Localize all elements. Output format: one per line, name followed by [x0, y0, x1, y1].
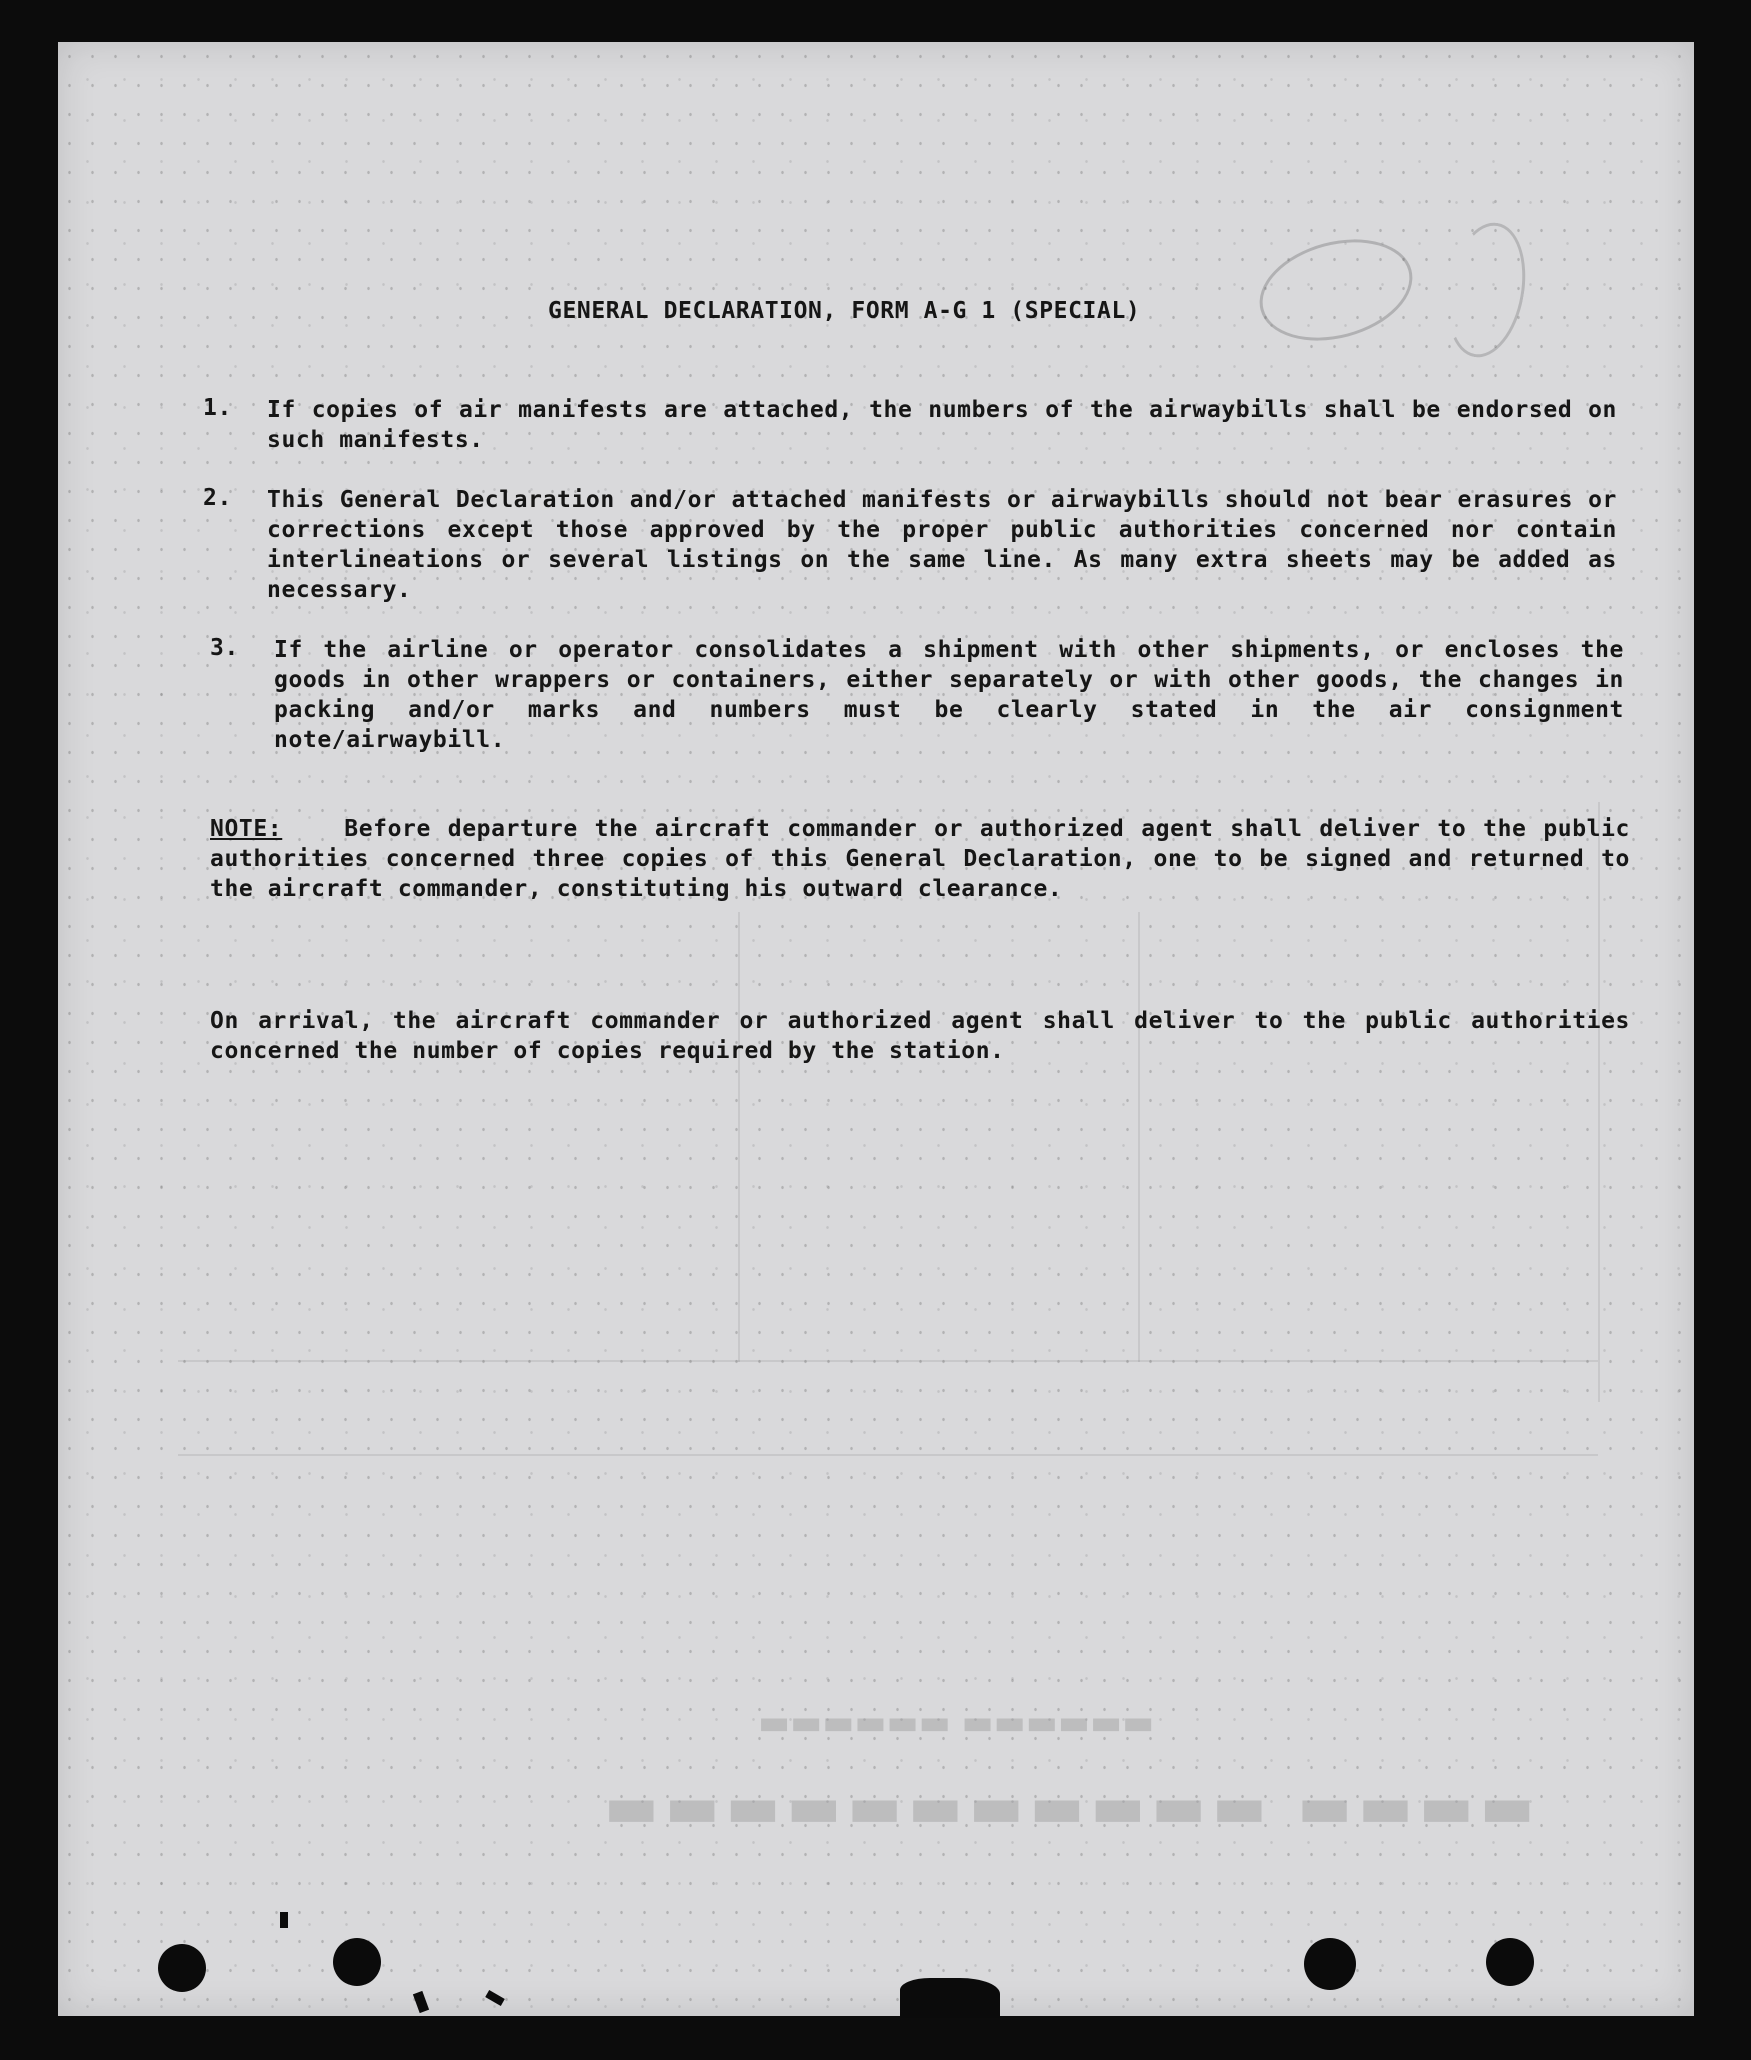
show-through-line [1138, 912, 1140, 1362]
show-through-subheading: ▬▬▬▬▬▬ ▬▬▬▬▬▬ [758, 1707, 1155, 1747]
document-page [58, 42, 1694, 2016]
note-paragraph [210, 814, 1630, 904]
show-through-line [178, 1360, 1598, 1362]
handwritten-mark [1437, 216, 1535, 363]
binding-tear [413, 1991, 429, 2013]
arrival-paragraph: On arrival, the aircraft commander or authorized agent shall deliver to the public authorities concerned the number of copies required by the station. [210, 1008, 1630, 1064]
binding-tear [280, 1912, 288, 1928]
list-item-text: This General Declaration and/or attached manifests or airwaybills should not bear erasures or corrections except those approved by the proper public authorities concerned nor contain interlineations or several listings on the same line. As many extra sheets may be added as necessary. [267, 487, 1617, 603]
punch-hole [1304, 1938, 1356, 1990]
show-through-line [738, 912, 740, 1362]
list-item-text: If copies of air manifests are attached, the numbers of the airwaybills shall be endorsed on such manifests. [267, 397, 1617, 453]
note-text: Before departure the aircraft commander or authorized agent shall deliver to the public authorities concerned three copies of this General Declaration, one to be signed and returned to the aircraft commander, constituting his outward clearance. [210, 816, 1630, 902]
punch-hole [1486, 1938, 1534, 1986]
show-through-heading: ▬▬▬▬ ▬▬▬▬▬▬▬▬▬▬▬ [598, 1782, 1535, 1850]
binding-tear [900, 1978, 1000, 2018]
list-item-number: 3. [210, 635, 239, 661]
list-item-text: If the airline or operator consolidates a shipment with other shipments, or encloses the goods in other wrappers or containers, either separately or with other goods, the changes in packing and/or marks and numbers must be clearly stated in the air consignment note/airwaybill. [274, 637, 1624, 753]
punch-hole [158, 1944, 206, 1992]
handwritten-mark [1248, 223, 1424, 356]
show-through-line [178, 1454, 1598, 1456]
list-item-number: 2. [203, 485, 232, 511]
punch-hole [333, 1938, 381, 1986]
page-title: GENERAL DECLARATION, FORM A-G 1 (SPECIAL) [548, 298, 1141, 324]
list-item-number: 1. [203, 395, 232, 421]
note-label: NOTE: [210, 816, 283, 842]
binding-tear [485, 1990, 505, 2006]
